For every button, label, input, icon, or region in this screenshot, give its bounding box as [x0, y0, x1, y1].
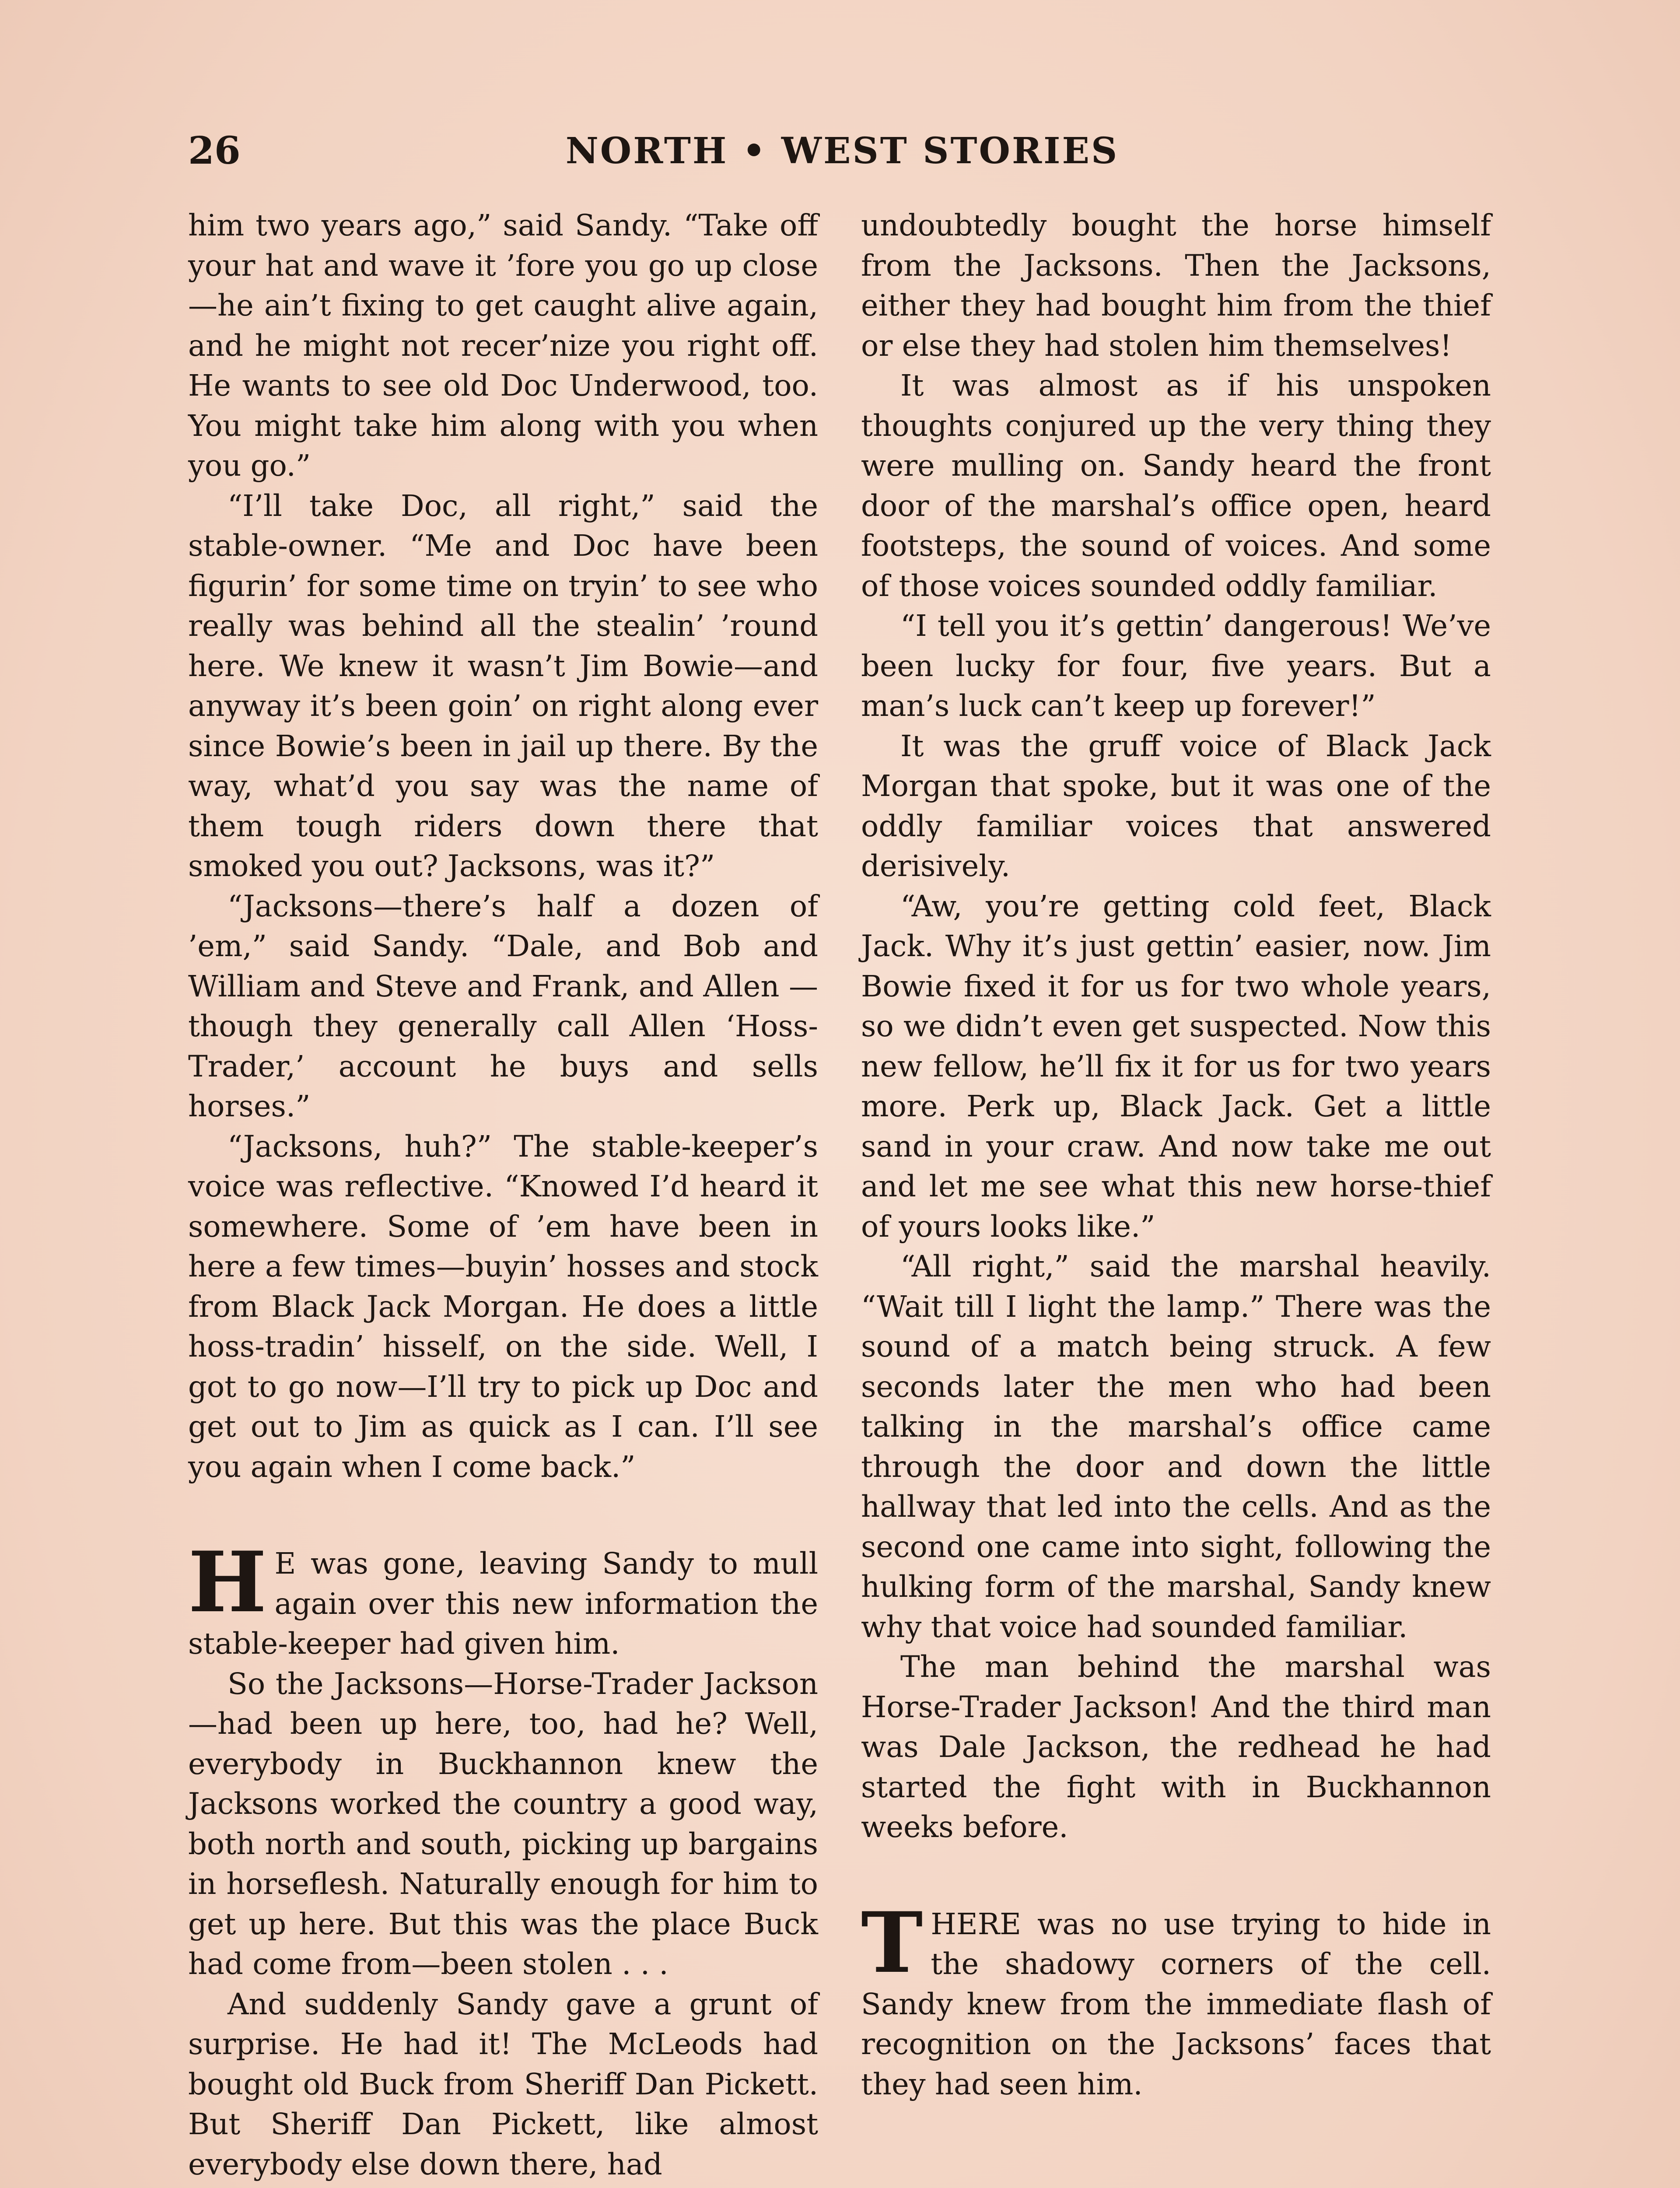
- paragraph: undoubtedly bought the horse himself from the Jacksons. Then the Jacksons, either they had bought him from the thief or else they had stolen him themselves!: [861, 208, 1491, 363]
- section-break: [188, 1487, 818, 1544]
- drop-cap: H: [188, 1533, 267, 1631]
- drop-cap: T: [861, 1893, 923, 1992]
- right-column: [861, 206, 1491, 2104]
- paragraph: “I’ll take Doc, all right,” said the stable-owner. “Me and Doc have been figurin’ for some time on tryin’ to see who really was behind all the stealin’ ’round here. We knew it wasn’t Jim Bowie—and anyway it’s been goin’ on right along ever since Bowie’s been in jail up there. By the way, what’d you say was the name of them tough riders down there that smoked you out? Jacksons, was it?”: [188, 488, 818, 883]
- paragraph: So the Jacksons—Horse-Trader Jackson—had been up here, too, had he? Well, everybody in Buckhannon knew the Jacksons worked the country a good way, both north and south, picking up bargains in horseflesh. Naturally enough for him to get up here. But this was the place Buck had come from—been stolen . . .: [188, 1666, 818, 1981]
- paragraph: It was almost as if his unspoken thoughts conjured up the very thing they were mulling on. Sandy heard the front door of the marshal’s office open, heard footsteps, the sound of voices. And some of those voices sounded oddly familiar.: [861, 368, 1491, 603]
- section-opening-paragraph: [861, 1893, 1491, 2105]
- paragraph-text: HERE was no use trying to hide in the shadowy corners of the cell. Sandy knew from the immediate flash of recognition on the Jacksons’ faces that they had seen him.: [861, 1907, 1491, 2101]
- paragraph: It was the gruff voice of Black Jack Morgan that spoke, but it was one of the oddly familiar voices that answered derisively.: [861, 729, 1491, 883]
- paragraph: And suddenly Sandy gave a grunt of surprise. He had it! The McLeods had bought old Buck from Sheriff Dan Pickett. But Sheriff Dan Pickett, like almost everybody else down there, had: [188, 1987, 818, 2181]
- paragraph: The man behind the marshal was Horse-Trader Jackson! And the third man was Dale Jackson, the redhead he had started the fight with in Buckhannon weeks before.: [861, 1650, 1491, 1844]
- paragraph: “All right,” said the marshal heavily. “Wait till I light the lamp.” There was the sound of a match being struck. A few seconds later the men who had been talking in the marshal’s office came through the door and down the little hallway that led into the cells. And as the second one came into sight, following the hulking form of the marshal, Sandy knew why that voice had sounded familiar.: [861, 1249, 1491, 1644]
- paragraph: “I tell you it’s gettin’ dangerous! We’ve been lucky for four, five years. But a man’s luck can’t keep up forever!”: [861, 609, 1491, 723]
- paragraph-text: E was gone, leaving Sandy to mull again over this new information the stable-keeper had given him.: [188, 1546, 818, 1661]
- running-title: NORTH • WEST STORIES: [565, 130, 1119, 172]
- paragraph: him two years ago,” said Sandy. “Take off your hat and wave it ’fore you go up close—he ain’t fixing to get caught alive again, and he might not recer’nize you right off. He wants to see old Doc Underwood, too. You might take him along with you when you go.”: [188, 208, 818, 483]
- section-opening-paragraph: [188, 1533, 818, 1664]
- left-column: [188, 206, 818, 2184]
- page-header: [188, 127, 1496, 175]
- page-number: 26: [188, 129, 241, 173]
- paragraph: “Jacksons—there’s half a dozen of ’em,” said Sandy. “Dale, and Bob and William and Steve and Frank, and Allen —though they generally call Allen ‘Hoss-Trader,’ account he buys and sells horses.”: [188, 889, 818, 1123]
- section-break: [861, 1848, 1491, 1904]
- paragraph: “Aw, you’re getting cold feet, Black Jack. Why it’s just gettin’ easier, now. Jim Bowie fixed it for us for two whole years, so we didn’t even get suspected. Now this new fellow, he’ll fix it for us for two years more. Perk up, Black Jack. Get a little sand in your craw. And now take me out and let me see what this new horse-thief of yours looks like.”: [861, 889, 1491, 1244]
- paragraph: “Jacksons, huh?” The stable-keeper’s voice was reflective. “Knowed I’d heard it somewhere. Some of ’em have been in here a few times—buyin’ hosses and stock from Black Jack Morgan. He does a little hoss-tradin’ hisself, on the side. Well, I got to go now—I’ll try to pick up Doc and get out to Jim as quick as I can. I’ll see you again when I come back.”: [188, 1129, 818, 1484]
